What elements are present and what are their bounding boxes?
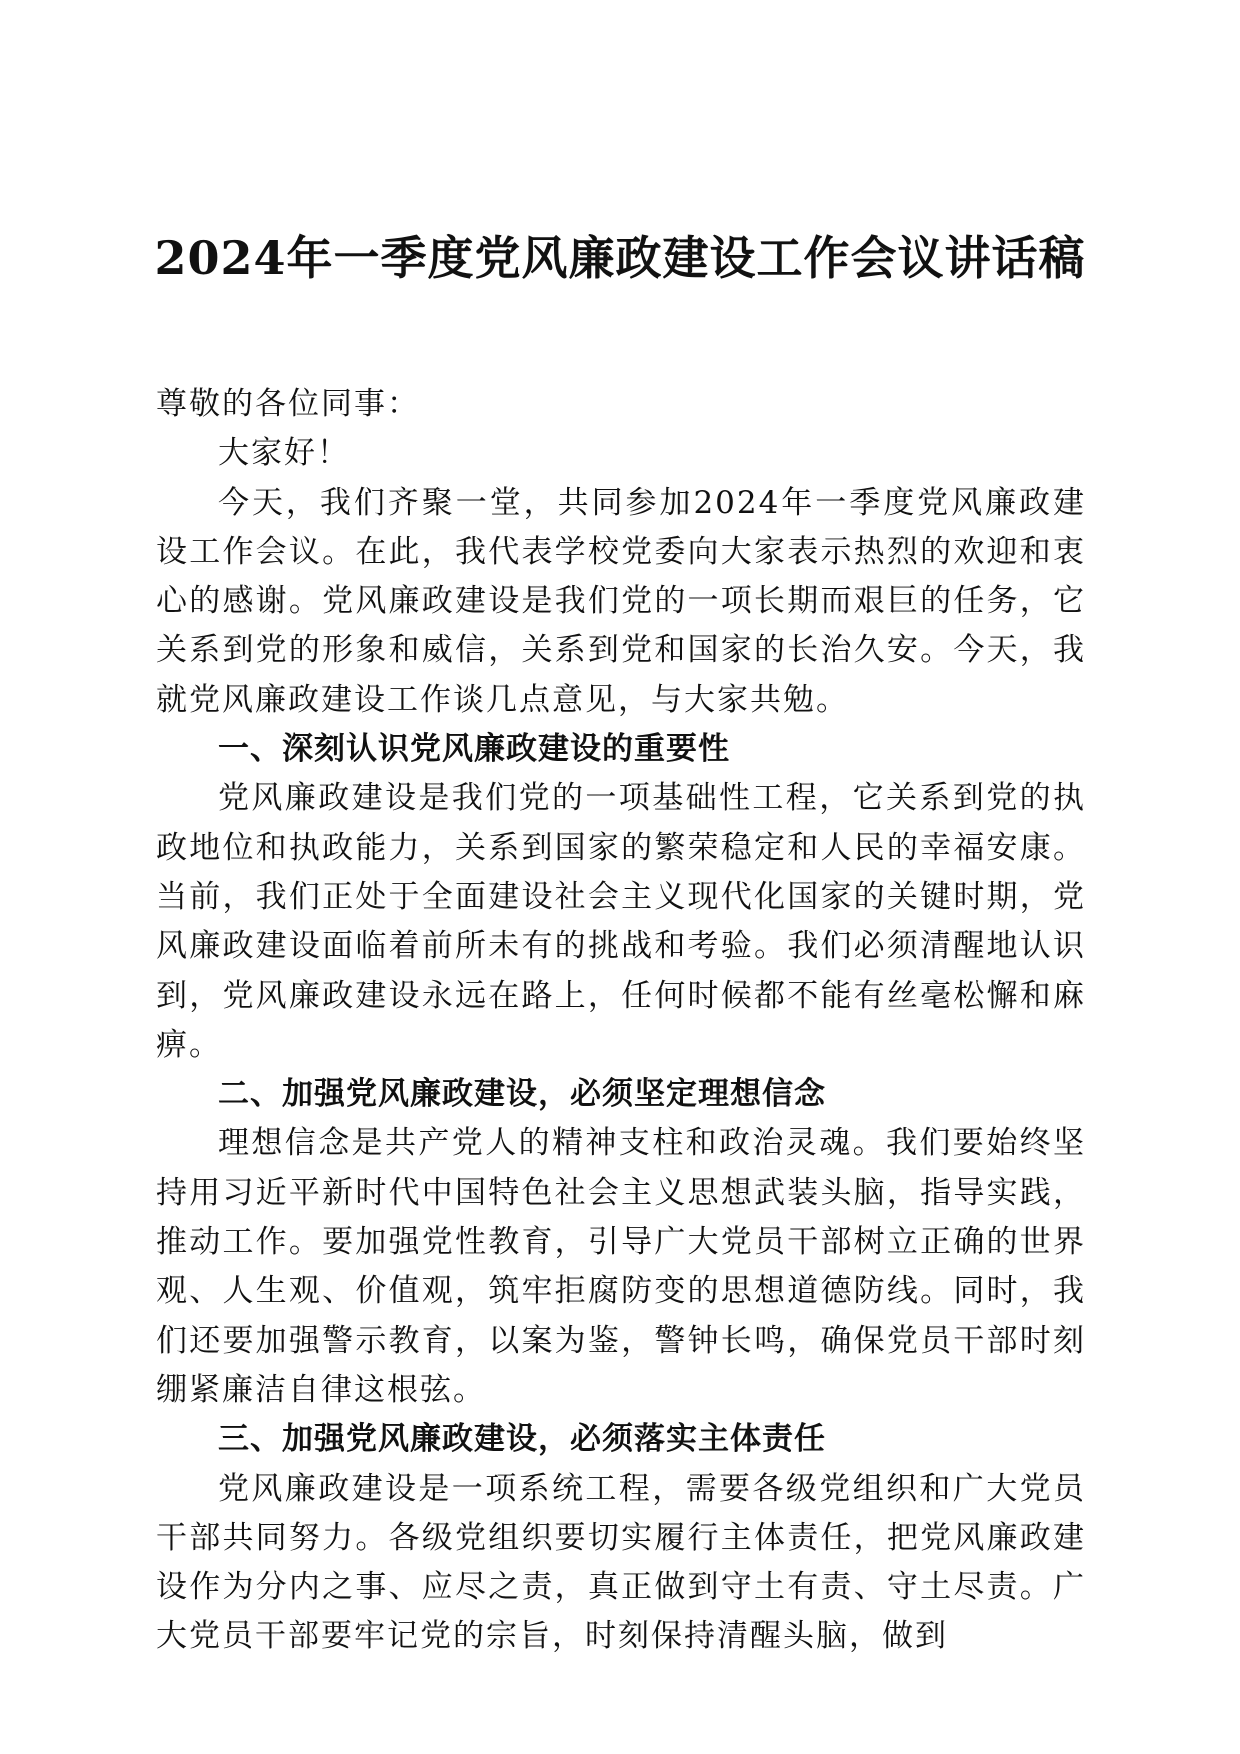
section-heading-2: 二、加强党风廉政建设，必须坚定理想信念 (218, 1076, 826, 1113)
section-paragraph-3: 党风廉政建设是一项系统工程，需要各级党组织和广大党员干部共同努力。各级党组织要切实履行主体责任，把党风廉政建设作为分内之事、应尽之责，真正做到守土有责、守土尽责。广大党员干部要牢记党的宗旨，时刻保持清醒头脑，做到 (156, 1470, 1086, 1655)
section-heading-1: 一、深刻认识党风廉政建设的重要性 (218, 731, 730, 768)
greeting: 大家好！ (218, 435, 350, 472)
document-body (156, 380, 1086, 1662)
section-paragraph-2: 理想信念是共产党人的精神支柱和政治灵魂。我们要始终坚持用习近平新时代中国特色社会主义思想武装头脑，指导实践，推动工作。要加强党性教育，引导广大党员干部树立正确的世界观、人生观、价值观，筑牢拒腐防变的思想道德防线。同时，我们还要加强警示教育，以案为鉴，警钟长鸣，确保党员干部时刻绷紧廉洁自律这根弦。 (156, 1125, 1086, 1408)
intro-paragraph: 今天，我们齐聚一堂，共同参加2024年一季度党风廉政建设工作会议。在此，我代表学校党委向大家表示热烈的欢迎和衷心的感谢。党风廉政建设是我们党的一项长期而艰巨的任务，它关系到党的形象和威信，关系到党和国家的长治久安。今天，我就党风廉政建设工作谈几点意见，与大家共勉。 (156, 484, 1086, 718)
salutation: 尊敬的各位同事： (156, 386, 420, 422)
section-heading-3: 三、加强党风廉政建设，必须落实主体责任 (218, 1421, 826, 1458)
document-title: 2024年一季度党风廉政建设工作会议讲话稿 (154, 231, 1086, 285)
section-paragraph-1: 党风廉政建设是我们党的一项基础性工程，它关系到党的执政地位和执政能力，关系到国家的繁荣稳定和人民的幸福安康。当前，我们正处于全面建设社会主义现代化国家的关键时期，党风廉政建设面临着前所未有的挑战和考验。我们必须清醒地认识到，党风廉政建设永远在路上，任何时候都不能有丝毫松懈和麻痹。 (156, 780, 1086, 1063)
